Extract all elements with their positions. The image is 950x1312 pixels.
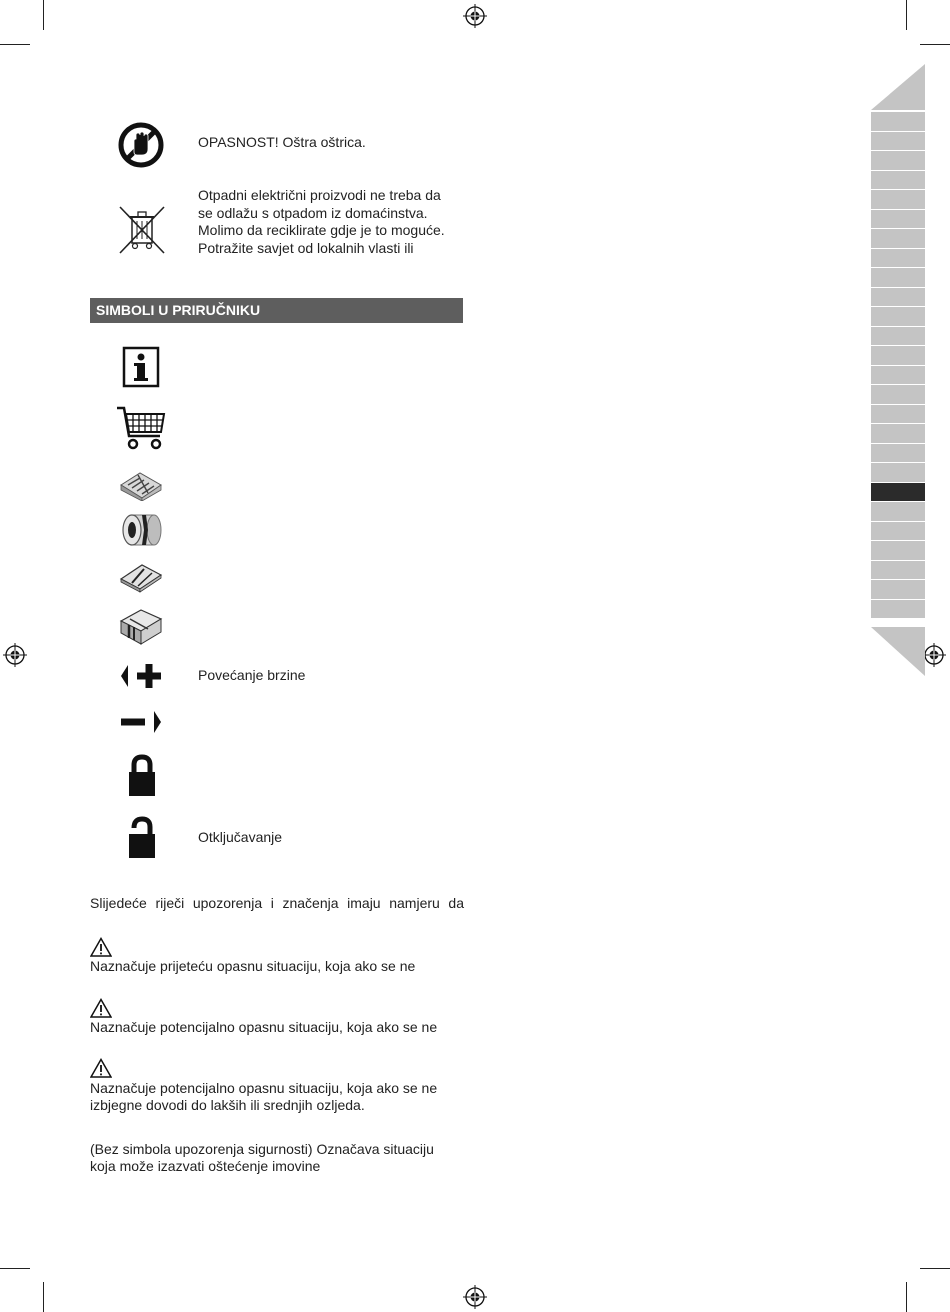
crossed-bin-weee-icon	[116, 203, 168, 255]
language-tab	[871, 171, 925, 191]
accessory-part-icon	[118, 465, 164, 501]
language-tab	[871, 366, 925, 386]
danger-text: Naznačuje prijeteću opasnu situaciju, koja ako se ne	[90, 958, 416, 974]
tab-stack-top-triangle	[871, 64, 925, 112]
language-tab	[871, 424, 925, 444]
language-tab	[871, 541, 925, 561]
warning-triangle-icon	[90, 937, 112, 957]
weee-text-line: Potražite savjet od lokalnih vlasti ili	[198, 239, 414, 256]
language-tab	[871, 502, 925, 522]
language-tab	[871, 463, 925, 483]
language-tab	[871, 288, 925, 308]
tab-stack-bottom-triangle	[871, 627, 925, 677]
language-tab	[871, 268, 925, 288]
language-tab	[871, 112, 925, 132]
notice-text-line: koja može izazvati oštećenje imovine	[90, 1158, 321, 1174]
registration-mark-icon	[922, 643, 946, 667]
speed-decrease-icon	[119, 708, 165, 736]
language-tab	[871, 522, 925, 542]
language-tab	[871, 190, 925, 210]
language-tab	[871, 132, 925, 152]
caution-text-line: Naznačuje potencijalno opasnu situaciju, koja ako se ne	[90, 1080, 438, 1096]
crop-mark	[0, 1268, 30, 1269]
box-part-icon	[118, 605, 164, 645]
language-tab	[871, 346, 925, 366]
unlock-label: Otključavanje	[198, 829, 283, 845]
language-tab-active	[871, 483, 925, 503]
flat-pad-part-icon	[118, 561, 164, 593]
sharp-blade-text: OPASNOST! Oštra oštrica.	[198, 134, 366, 150]
unlock-icon	[127, 816, 157, 860]
weee-text-line: se odlažu s otpadom iz domaćinstva.	[198, 204, 428, 221]
warning-triangle-icon	[90, 1058, 112, 1078]
caution-text-block	[90, 1080, 464, 1114]
registration-mark-icon	[463, 1285, 487, 1309]
language-tab	[871, 210, 925, 230]
info-icon	[122, 346, 160, 388]
language-tab	[871, 307, 925, 327]
language-tab	[871, 385, 925, 405]
section-heading-symbols: SIMBOLI U PRIRUČNIKU	[90, 298, 463, 323]
crop-mark	[906, 1282, 907, 1312]
registration-mark-icon	[463, 4, 487, 28]
weee-text-block	[198, 187, 445, 257]
language-tab	[871, 327, 925, 347]
crop-mark	[920, 44, 950, 45]
language-tab	[871, 444, 925, 464]
weee-text-line: Molimo da reciklirate gdje je to moguće.	[198, 222, 445, 238]
cylinder-part-icon	[120, 510, 164, 550]
lock-icon	[127, 754, 157, 798]
notice-text-block	[90, 1141, 464, 1175]
language-tab-stack	[871, 112, 925, 619]
language-tab	[871, 405, 925, 425]
shopping-cart-icon	[114, 402, 168, 452]
weee-text-line: Otpadni električni proizvodi ne treba da	[198, 187, 441, 203]
warning-triangle-icon	[90, 998, 112, 1018]
crop-mark	[920, 1268, 950, 1269]
language-tab	[871, 229, 925, 249]
speed-increase-icon	[119, 662, 165, 690]
speed-increase-label: Povećanje brzine	[198, 667, 306, 683]
crop-mark	[0, 44, 30, 45]
language-tab	[871, 561, 925, 581]
language-tab	[871, 600, 925, 620]
crop-mark	[906, 0, 907, 30]
notice-text-line: (Bez simbola upozorenja sigurnosti) Označava situaciju	[90, 1141, 434, 1157]
crop-mark	[43, 1282, 44, 1312]
language-tab	[871, 249, 925, 269]
signal-words-intro-text: Slijedeće riječi upozorenja i značenja imaju namjeru da	[90, 895, 464, 911]
caution-text-line: izbjegne dovodi do lakših ili srednjih ozljeda.	[90, 1097, 365, 1113]
warning-text: Naznačuje potencijalno opasnu situaciju, koja ako se ne	[90, 1019, 438, 1035]
language-tab	[871, 580, 925, 600]
language-tab	[871, 151, 925, 171]
signal-words-intro	[90, 895, 464, 912]
crop-mark	[43, 0, 44, 30]
registration-mark-icon	[3, 643, 27, 667]
sharp-blade-hand-icon	[118, 122, 164, 168]
